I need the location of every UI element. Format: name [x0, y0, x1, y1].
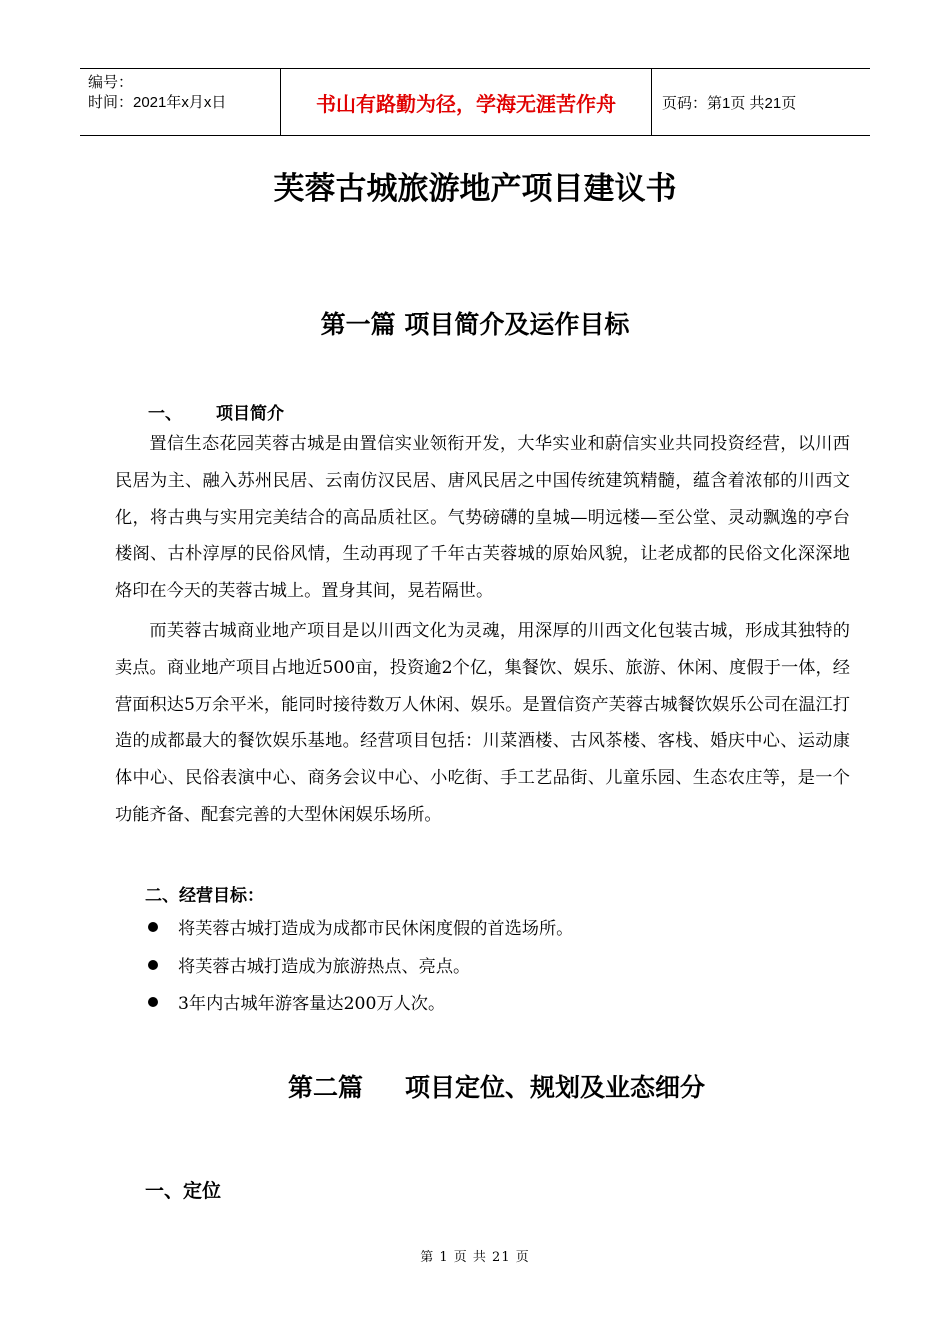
part2-heading	[288, 1068, 705, 1104]
header-table	[80, 68, 870, 136]
part1-heading: 第一篇 项目简介及运作目标	[320, 310, 630, 339]
goal-item	[148, 989, 445, 1014]
section-number: 一、	[148, 404, 182, 424]
bullet-dot-icon	[148, 997, 158, 1007]
goal-item	[148, 952, 470, 977]
intro-paragraph-1: 置信生态花园芙蓉古城是由置信实业领衔开发，大华实业和蔚信实业共同投资经营，以川西民居为主、融入苏州民居、云南仿汉民居、唐风民居之中国传统建筑精髓，蕴含着浓郁的川西文化，将古典与实用完美结合的高品质社区。气势磅礴的皇城—明远楼—至公堂、灵动飘逸的亭台楼阁、古朴淳厚的民俗风情，生动再现了千年古芙蓉城的原始风貌，让老成都的民俗文化深深地烙印在今天的芙蓉古城上。置身其间，晃若隔世。	[115, 434, 850, 602]
goal-text: 将芙蓉古城打造成为成都市民休闲度假的首选场所。	[178, 919, 574, 939]
page-footer: 第 1 页 共 21 页	[420, 1250, 530, 1265]
bullet-dot-icon	[148, 960, 158, 970]
section-heading-positioning: 一、定位	[145, 1180, 222, 1202]
part2-heading-number: 第二篇	[288, 1073, 364, 1102]
intro-paragraph-2: 而芙蓉古城商业地产项目是以川西文化为灵魂，用深厚的川西文化包装古城，形成其独特的卖点。商业地产项目占地近500亩，投资逾2个亿，集餐饮、娱乐、旅游、休闲、度假于一体，经营面积达5万余平米，能同时接待数万人休闲、娱乐。是置信资产芙蓉古城餐饮娱乐公司在温江打造的成都最大的餐饮娱乐基地。经营项目包括：川菜酒楼、古风茶楼、客栈、婚庆中心、运动康体中心、民俗表演中心、商务会议中心、小吃街、手工艺品街、儿童乐园、生态农庄等，是一个功能齐备、配套完善的大型休闲娱乐场所。	[115, 621, 850, 825]
header-meta-cell	[80, 69, 280, 135]
header-motto: 书山有路勤为径，学海无涯苦作舟	[280, 69, 652, 135]
section-title: 项目简介	[216, 404, 284, 424]
section-heading-goals: 二、经营目标：	[145, 886, 264, 906]
time-label: 时间：2021年x月x日	[88, 94, 227, 111]
number-label: 编号：	[88, 74, 134, 91]
header-page-info: 页码：第1页 共21页	[662, 94, 797, 112]
goal-text: 3年内古城年游客量达200万人次。	[178, 994, 446, 1014]
bullet-dot-icon	[148, 922, 158, 932]
goal-item	[148, 914, 573, 939]
part2-heading-title: 项目定位、规划及业态细分	[405, 1073, 706, 1102]
document-title: 芙蓉古城旅游地产项目建议书	[273, 171, 677, 207]
section-heading-intro	[148, 399, 284, 424]
goal-text: 将芙蓉古城打造成为旅游热点、亮点。	[178, 957, 471, 977]
